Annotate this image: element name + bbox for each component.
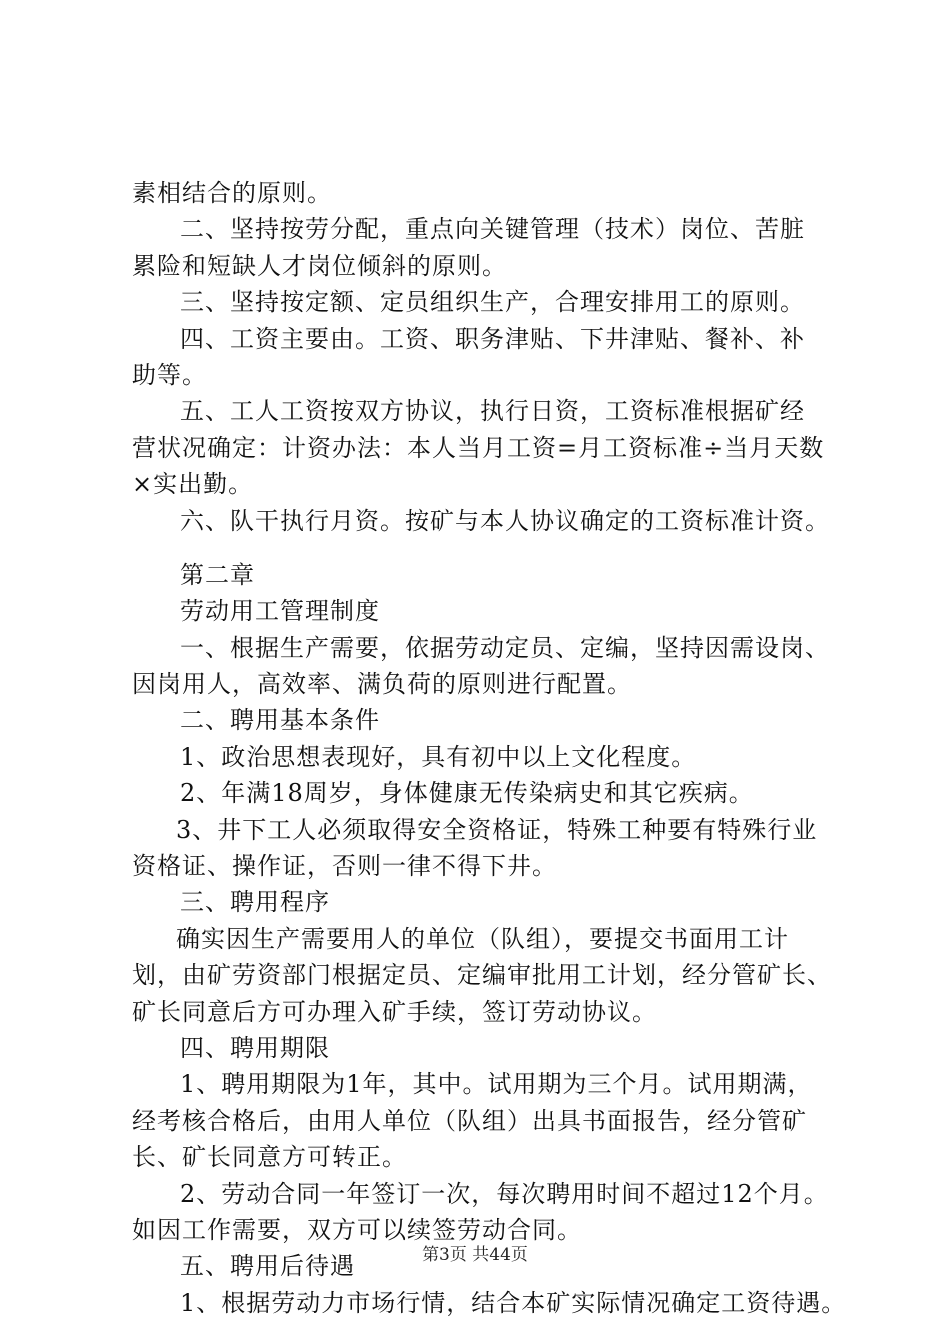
text-line: 五、工人工资按双方协议，执行日资，工资标准根据矿经 xyxy=(180,397,805,426)
section-heading: 二、聘用基本条件 xyxy=(180,706,380,735)
text-line: 1、政治思想表现好，具有初中以上文化程度。 xyxy=(180,742,697,771)
text-line: 2、劳动合同一年签订一次，每次聘用时间不超过12个月。 xyxy=(180,1179,829,1208)
text-line: 二、坚持按劳分配，重点向关键管理（技术）岗位、苦脏 xyxy=(180,215,805,244)
paragraph-gap xyxy=(132,539,842,557)
text-line: 六、队干执行月资。按矿与本人协议确定的工资标准计资。 xyxy=(180,506,830,535)
text-line: 2、年满18周岁，身体健康无传染病史和其它疾病。 xyxy=(180,779,754,808)
section-heading: 四、聘用期限 xyxy=(180,1033,330,1062)
text-line: 累险和短缺人才岗位倾斜的原则。 xyxy=(132,251,507,280)
text-line: 营状况确定：计资办法：本人当月工资=月工资标准÷当月天数 xyxy=(132,433,825,462)
text-line: 3、井下工人必须取得安全资格证，特殊工种要有特殊行业 xyxy=(176,815,818,844)
text-line: 经考核合格后，由用人单位（队组）出具书面报告，经分管矿 xyxy=(132,1106,807,1135)
text-line: 助等。 xyxy=(132,360,207,389)
text-line: 资格证、操作证，否则一律不得下井。 xyxy=(132,852,557,881)
text-line: ×实出勤。 xyxy=(132,470,254,499)
text-line: 素相结合的原则。 xyxy=(132,179,332,207)
text-line: 1、聘用期限为1年，其中。试用期为三个月。试用期满， xyxy=(180,1070,813,1099)
document-body xyxy=(132,175,847,1321)
section-heading: 三、聘用程序 xyxy=(180,888,330,917)
text-line: 矿长同意后方可办理入矿手续，签订劳动协议。 xyxy=(132,997,657,1026)
text-line: 因岗用人，高效率、满负荷的原则进行配置。 xyxy=(132,670,632,699)
text-line: 1、根据劳动力市场行情，结合本矿实际情况确定工资待遇。 xyxy=(180,1288,847,1317)
chapter-title: 劳动用工管理制度 xyxy=(180,597,380,626)
text-line: 三、坚持按定额、定员组织生产，合理安排用工的原则。 xyxy=(180,288,805,317)
text-line: 一、根据生产需要，依据劳动定员、定编，坚持因需设岗、 xyxy=(180,633,830,662)
text-line: 四、工资主要由。工资、职务津贴、下井津贴、餐补、补 xyxy=(180,324,805,353)
page-footer: 第3页 共44页 xyxy=(422,1245,528,1265)
text-line: 划，由矿劳资部门根据定员、定编审批用工计划，经分管矿长、 xyxy=(132,961,832,990)
text-line: 确实因生产需要用人的单位（队组），要提交书面用工计 xyxy=(176,924,789,953)
text-line: 长、矿长同意方可转正。 xyxy=(132,1143,407,1172)
chapter-number: 第二章 xyxy=(180,560,255,589)
text-line: 如因工作需要，双方可以续签劳动合同。 xyxy=(132,1215,582,1244)
section-heading: 五、聘用后待遇 xyxy=(180,1252,355,1281)
